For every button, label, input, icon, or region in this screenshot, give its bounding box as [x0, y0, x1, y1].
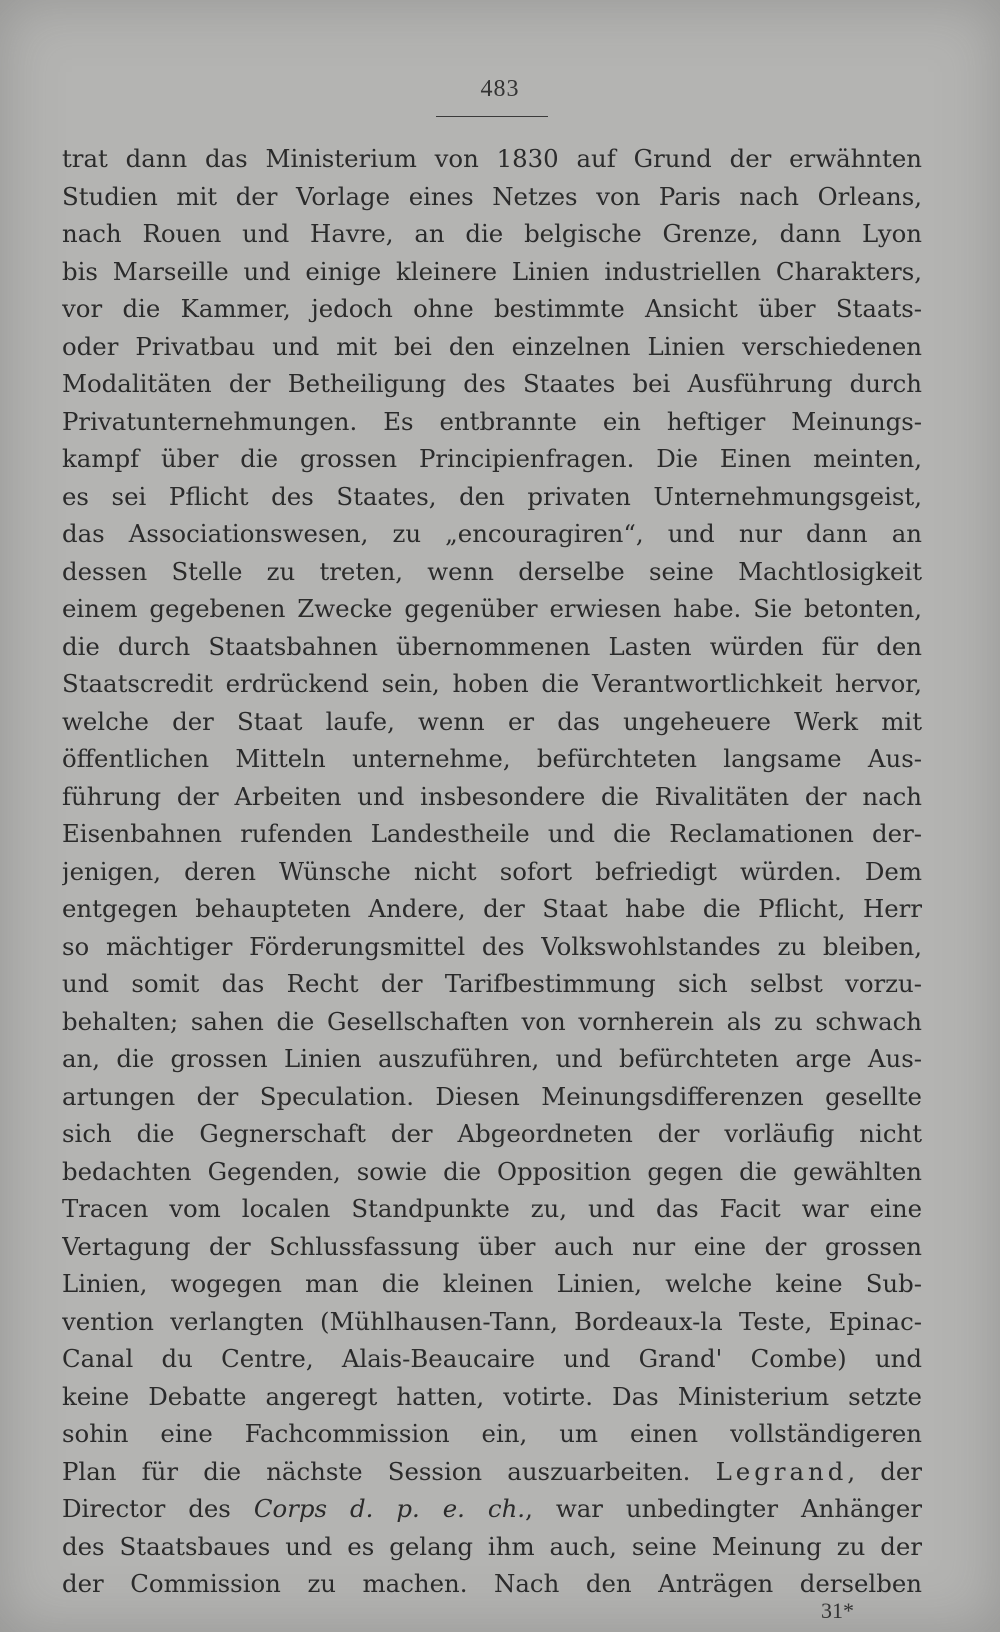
spaced-name: Legrand [715, 1456, 848, 1486]
text-line: Staatscredit erdrückend sein, hoben die Verantwortlichkeit hervor, [62, 669, 922, 698]
text-line: Modalitäten der Betheiligung des Staates bei Ausführung durch [62, 369, 922, 398]
text-line: kampf über die grossen Principienfragen. Die Einen meinten, [62, 444, 922, 473]
text-line: vention verlangten (Mühlhausen-Tann, Bordeaux-la Teste, Epinac- [62, 1306, 922, 1336]
text-line: behalten; sahen die Gesellschaften von vornherein als zu schwach [62, 1006, 922, 1036]
header-rule [436, 116, 548, 117]
text-line: bis Marseille und einige kleinere Linien industriellen Charakters, [62, 256, 922, 286]
text-line: und somit das Recht der Tarifbestimmung sich selbst vorzu- [62, 969, 922, 998]
text-line: jenigen, deren Wünsche nicht sofort befriedigt würden. Dem [62, 856, 922, 886]
text-line: Tracen vom localen Standpunkte zu, und das Facit war eine [62, 1194, 922, 1223]
italic-term: Corps d. p. e. ch. [253, 1494, 526, 1523]
text-line: öffentlichen Mitteln unternehme, befürchteten langsame Aus- [62, 744, 922, 773]
text-line: dessen Stelle zu treten, wenn derselbe seine Machtlosigkeit [62, 556, 922, 586]
text-line: Privatunternehmungen. Es entbrannte ein heftiger Meinungs- [62, 406, 922, 436]
text-line: Studien mit der Vorlage eines Netzes von Paris nach Orleans, [62, 181, 922, 211]
text-line: die durch Staatsbahnen übernommenen Lasten würden für den [62, 631, 922, 661]
text-line: sich die Gegnerschaft der Abgeordneten der vorläufig nicht [62, 1119, 922, 1148]
text-line: trat dann das Ministerium von 1830 auf Grund der erwähnten [62, 144, 922, 173]
text-line: es sei Pflicht des Staates, den privaten Unternehmungsgeist, [62, 481, 922, 511]
text-line [62, 1453, 922, 1491]
text-line: nach Rouen und Havre, an die belgische Grenze, dann Lyon [62, 219, 922, 248]
text-line: sohin eine Fachcommission ein, um einen vollständigeren [62, 1419, 922, 1448]
text-line: Eisenbahnen rufenden Landestheile und die Reclamationen der- [62, 819, 922, 848]
body-text [62, 140, 922, 1603]
text-line: keine Debatte angeregt hatten, votirte. Das Ministerium setzte [62, 1381, 922, 1411]
text-line: vor die Kammer, jedoch ohne bestimmte Ansicht über Staats- [62, 294, 922, 323]
text-line: führung der Arbeiten und insbesondere die Rivalitäten der nach [62, 781, 922, 811]
text-line: artungen der Speculation. Diesen Meinungsdifferenzen gesellte [62, 1081, 922, 1111]
page-number: 483 [480, 76, 520, 102]
text-line [62, 1490, 922, 1528]
text-line: so mächtiger Förderungsmittel des Volkswohlstandes zu bleiben, [62, 931, 922, 961]
text-line: entgegen behaupteten Andere, der Staat habe die Pflicht, Herr [62, 894, 922, 923]
signature-mark: 31* [821, 1598, 854, 1623]
text-line: der Commission zu machen. Nach den Anträgen derselben [62, 1569, 922, 1598]
text-segment: Director des [62, 1494, 254, 1523]
text-line: einem gegebenen Zwecke gegenüber erwiesen habe. Sie betonten, [62, 594, 922, 623]
text-line: Canal du Centre, Alais-Beaucaire und Grand' Combe) und [62, 1344, 922, 1373]
text-line: welche der Staat laufe, wenn er das ungeheuere Werk mit [62, 706, 922, 736]
text-line: Vertagung der Schlussfassung über auch nur eine der grossen [62, 1231, 922, 1261]
text-segment: , war unbedingter Anhänger [525, 1494, 922, 1523]
text-line: des Staatsbaues und es gelang ihm auch, seine Meinung zu der [62, 1531, 922, 1561]
text-line: an, die grossen Linien auszuführen, und befürchteten arge Aus- [62, 1044, 922, 1073]
text-line: Linien, wogegen man die kleinen Linien, welche keine Sub- [62, 1269, 922, 1298]
text-line: oder Privatbau und mit bei den einzelnen Linien verschiedenen [62, 331, 922, 361]
text-line: das Associationswesen, zu „encouragiren“, und nur dann an [62, 519, 922, 548]
text-line: bedachten Gegenden, sowie die Opposition gegen die gewählten [62, 1156, 922, 1186]
text-segment: Plan für die nächste Session auszuarbeiten. [62, 1456, 691, 1486]
text-segment: , der [847, 1456, 922, 1486]
